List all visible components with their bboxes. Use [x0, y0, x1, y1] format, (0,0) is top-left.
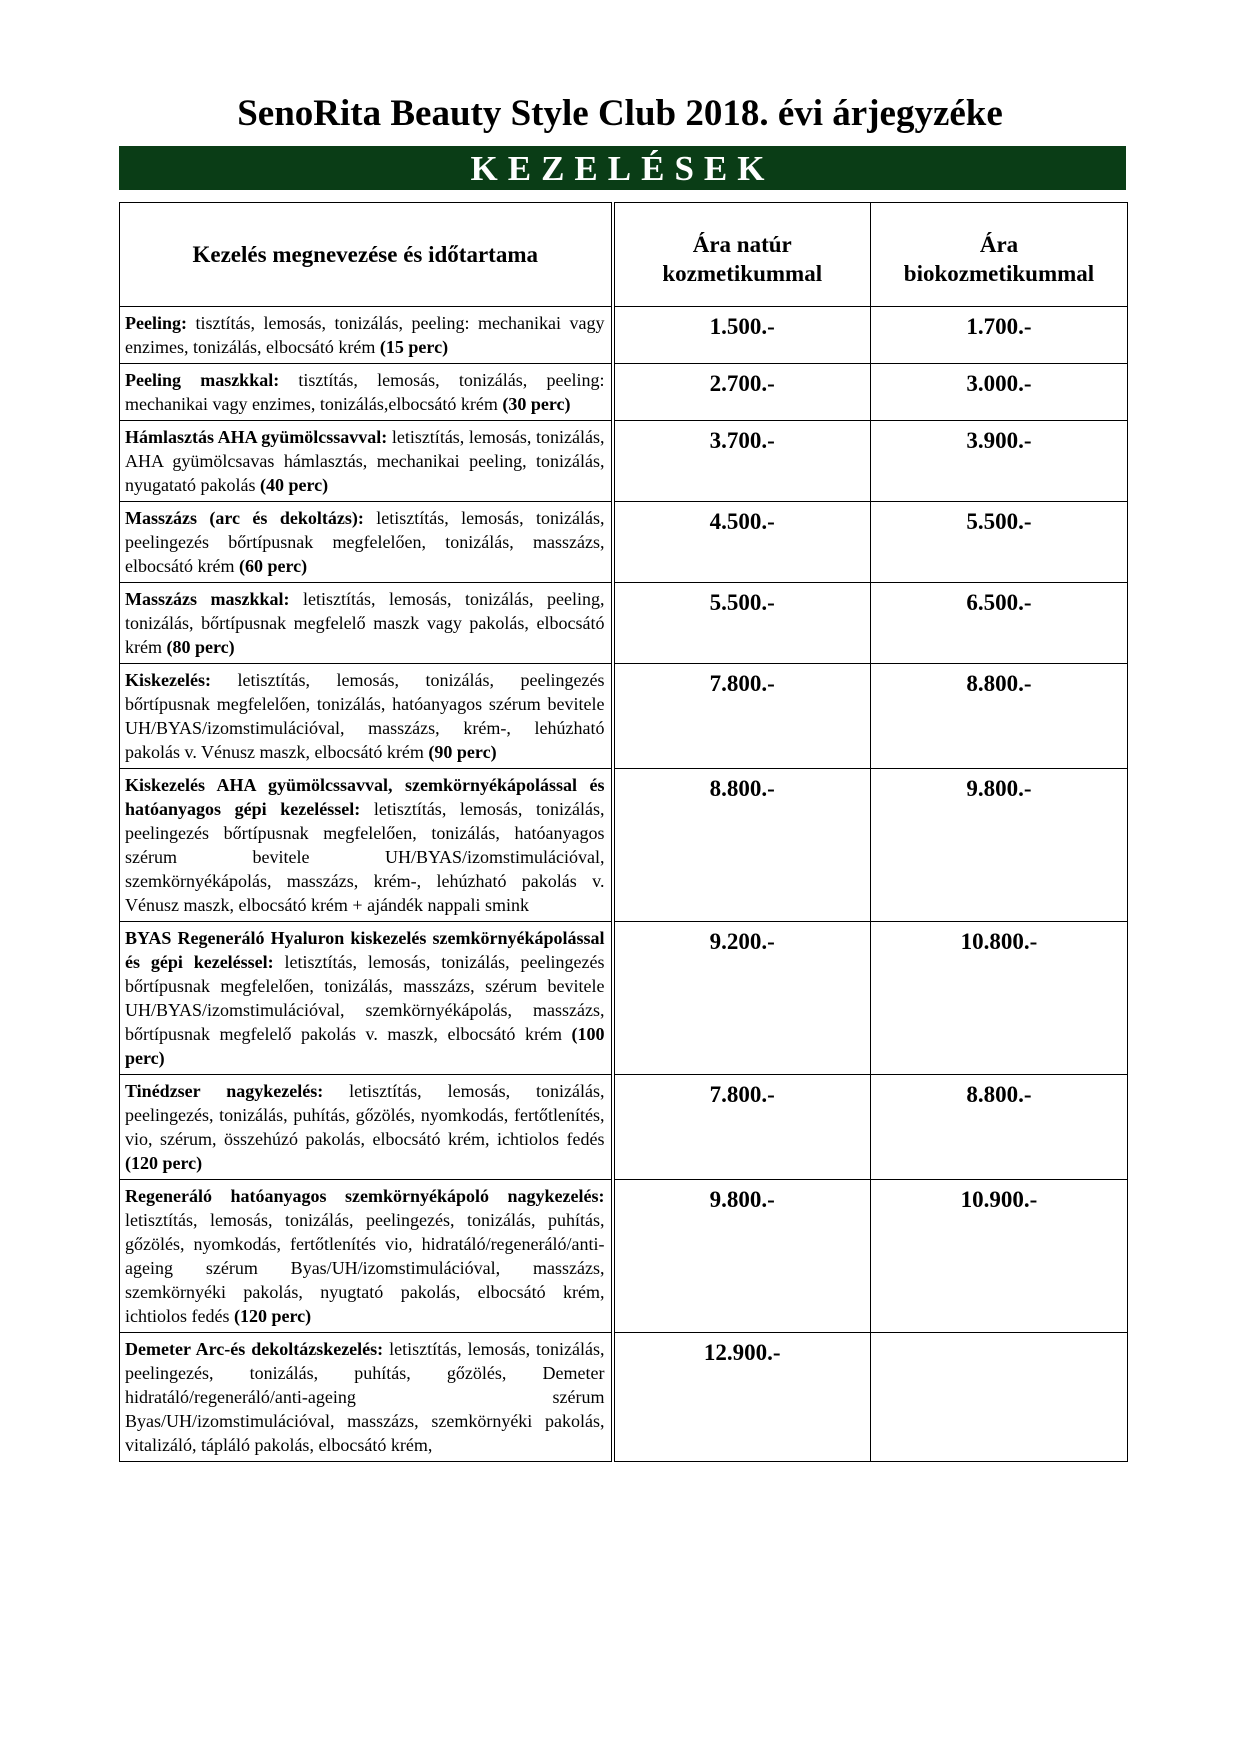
- treatment-name: Peeling maszkkal:: [125, 370, 280, 390]
- treatment-description: [120, 1075, 613, 1180]
- treatment-description: [120, 364, 613, 421]
- treatment-name: Masszázs maszkkal:: [125, 589, 290, 609]
- header-price-natural: [613, 203, 871, 307]
- treatment-name: Peeling:: [125, 313, 187, 333]
- treatment-name: Regeneráló hatóanyagos szemkörnyékápoló nagykezelés:: [125, 1186, 605, 1206]
- price-bio: 5.500.-: [871, 502, 1128, 583]
- price-bio: 6.500.-: [871, 583, 1128, 664]
- treatment-duration: (15 perc): [379, 337, 449, 357]
- price-natural: 9.800.-: [613, 1180, 871, 1333]
- price-natural: 3.700.-: [613, 421, 871, 502]
- header-bio-line2: biokozmetikummal: [903, 260, 1095, 286]
- price-natural: 4.500.-: [613, 502, 871, 583]
- treatment-name: BYAS Regeneráló Hyaluron kiskezelés szemkörnyékápolással és gépi kezeléssel:: [125, 928, 605, 972]
- treatment-description: [120, 664, 613, 769]
- treatment-details: tisztítás, lemosás, tonizálás, peeling: mechanikai vagy enzimes, tonizálás, elbocsátó krém: [125, 313, 605, 357]
- treatment-duration: (120 perc): [233, 1306, 312, 1326]
- table-header-row: [120, 203, 1128, 307]
- table-row: [120, 1180, 1128, 1333]
- treatment-details: letisztítás, lemosás, tonizálás, peelingezés bőrtípusnak megfelelően, tonizálás, hatóanyagos szérum bevitele UH/BYAS/izomstimulációval, masszázs, krém-, lehúzható pakolás v. Vénusz maszk, elbocsátó krém: [125, 670, 605, 762]
- table-row: [120, 307, 1128, 364]
- treatment-name: Masszázs (arc és dekoltázs):: [125, 508, 364, 528]
- price-natural: 7.800.-: [613, 1075, 871, 1180]
- treatment-details: letisztítás, lemosás, tonizálás, peelingezés, tonizálás, puhítás, gőzölés, nyomkodás, fertőtlenítés vio, hidratáló/regeneráló/anti-ageing szérum Byas/UH/izomstimulációval, masszázs, szemkörnyéki pakolás, nyugtató pakolás, elbocsátó krém, ichtiolos fedés: [125, 1210, 605, 1326]
- treatment-name: Hámlasztás AHA gyümölcssavval:: [125, 427, 388, 447]
- table-row: [120, 922, 1128, 1075]
- price-natural: 1.500.-: [613, 307, 871, 364]
- section-banner: KEZELÉSEK: [119, 146, 1126, 190]
- price-natural: 9.200.-: [613, 922, 871, 1075]
- price-bio: 8.800.-: [871, 1075, 1128, 1180]
- treatment-duration: (100 perc): [125, 1024, 605, 1068]
- header-bio-line1: Ára: [979, 231, 1019, 257]
- price-bio: 9.800.-: [871, 769, 1128, 922]
- treatment-duration: (80 perc): [166, 637, 235, 657]
- table-row: [120, 502, 1128, 583]
- price-bio: 3.000.-: [871, 364, 1128, 421]
- price-natural: 5.500.-: [613, 583, 871, 664]
- price-bio: 8.800.-: [871, 664, 1128, 769]
- price-natural: 2.700.-: [613, 364, 871, 421]
- treatment-description: [120, 1333, 613, 1462]
- treatment-duration: (40 perc): [259, 475, 329, 495]
- treatment-name: Tinédzser nagykezelés:: [125, 1081, 324, 1101]
- treatment-details: letisztítás, lemosás, tonizálás, peelingezés, tonizálás, puhítás, gőzölés, Demeter hidratáló/regeneráló/anti-ageing szérum Byas/UH/izomstimulációval, masszázs, szemkörnyéki pakolás, vitalizáló, tápláló pakolás, elbocsátó krém,: [125, 1339, 605, 1455]
- treatment-description: [120, 502, 613, 583]
- table-row: [120, 769, 1128, 922]
- treatment-details: tisztítás, lemosás, tonizálás, peeling: mechanikai vagy enzimes, tonizálás,elbocsátó krém: [125, 370, 605, 414]
- header-natural-line1: Ára natúr: [692, 231, 792, 257]
- treatment-description: [120, 421, 613, 502]
- table-body: [120, 307, 1128, 1462]
- price-bio: 10.800.-: [871, 922, 1128, 1075]
- treatment-details: letisztítás, lemosás, tonizálás, peelingezés bőrtípusnak megfelelően, tonizálás, hatóanyagos szérum bevitele UH/BYAS/izomstimulációval, szemkörnyékápolás, masszázs, krém-, lehúzható pakolás v. Vénusz maszk, elbocsátó krém + ajándék nappali smink: [125, 799, 605, 915]
- price-table: [119, 202, 1128, 1462]
- table-row: [120, 421, 1128, 502]
- treatment-name: Kiskezelés:: [125, 670, 211, 690]
- table-row: [120, 583, 1128, 664]
- treatment-duration: (60 perc): [238, 556, 308, 576]
- treatment-name: Demeter Arc-és dekoltázskezelés:: [125, 1339, 384, 1359]
- price-natural: 8.800.-: [613, 769, 871, 922]
- treatment-details: letisztítás, lemosás, tonizálás, peelingezés, tonizálás, puhítás, gőzölés, nyomkodás, fertőtlenítés, vio, szérum, összehúzó pakolás, elbocsátó krém, ichtiolos fedés: [125, 1081, 605, 1149]
- treatment-duration: (90 perc): [428, 742, 497, 762]
- document-title: SenoRita Beauty Style Club 2018. évi árjegyzéke: [237, 93, 1003, 134]
- price-natural: 7.800.-: [613, 664, 871, 769]
- header-description-label: Kezelés megnevezése és időtartama: [192, 242, 538, 267]
- table-row: [120, 364, 1128, 421]
- treatment-details: letisztítás, lemosás, tonizálás, peelingezés bőrtípusnak megfelelően, tonizálás, masszázs, szérum bevitele UH/BYAS/izomstimulációval, szemkörnyékápolás, masszázs, bőrtípusnak megfelelő pakolás v. maszk, elbocsátó krém: [125, 952, 605, 1044]
- header-description: [120, 203, 613, 307]
- header-price-bio: [871, 203, 1128, 307]
- treatment-duration: (120 perc): [125, 1153, 203, 1173]
- treatment-details: letisztítás, lemosás, tonizálás, peeling, tonizálás, bőrtípusnak megfelelő maszk vagy pakolás, elbocsátó krém: [125, 589, 605, 657]
- price-bio: 10.900.-: [871, 1180, 1128, 1333]
- treatment-description: [120, 769, 613, 922]
- treatment-details: letisztítás, lemosás, tonizálás, AHA gyümölcsavas hámlasztás, mechanikai peeling, tonizálás, nyugatató pakolás: [125, 427, 605, 495]
- table-row: [120, 1075, 1128, 1180]
- treatment-description: [120, 583, 613, 664]
- price-bio: 3.900.-: [871, 421, 1128, 502]
- treatment-details: letisztítás, lemosás, tonizálás, peelingezés bőrtípusnak megfelelően, tonizálás, masszázs, elbocsátó krém: [125, 508, 605, 576]
- treatment-description: [120, 922, 613, 1075]
- header-natural-line2: kozmetikummal: [662, 260, 823, 286]
- treatment-description: [120, 307, 613, 364]
- treatment-description: [120, 1180, 613, 1333]
- price-natural: 12.900.-: [613, 1333, 871, 1462]
- price-bio: [871, 1333, 1128, 1462]
- table-row: [120, 664, 1128, 769]
- price-bio: 1.700.-: [871, 307, 1128, 364]
- table-row: [120, 1333, 1128, 1462]
- treatment-duration: (30 perc): [502, 394, 571, 414]
- treatment-name: Kiskezelés AHA gyümölcssavval, szemkörnyékápolással és hatóanyagos gépi kezeléssel:: [125, 775, 605, 819]
